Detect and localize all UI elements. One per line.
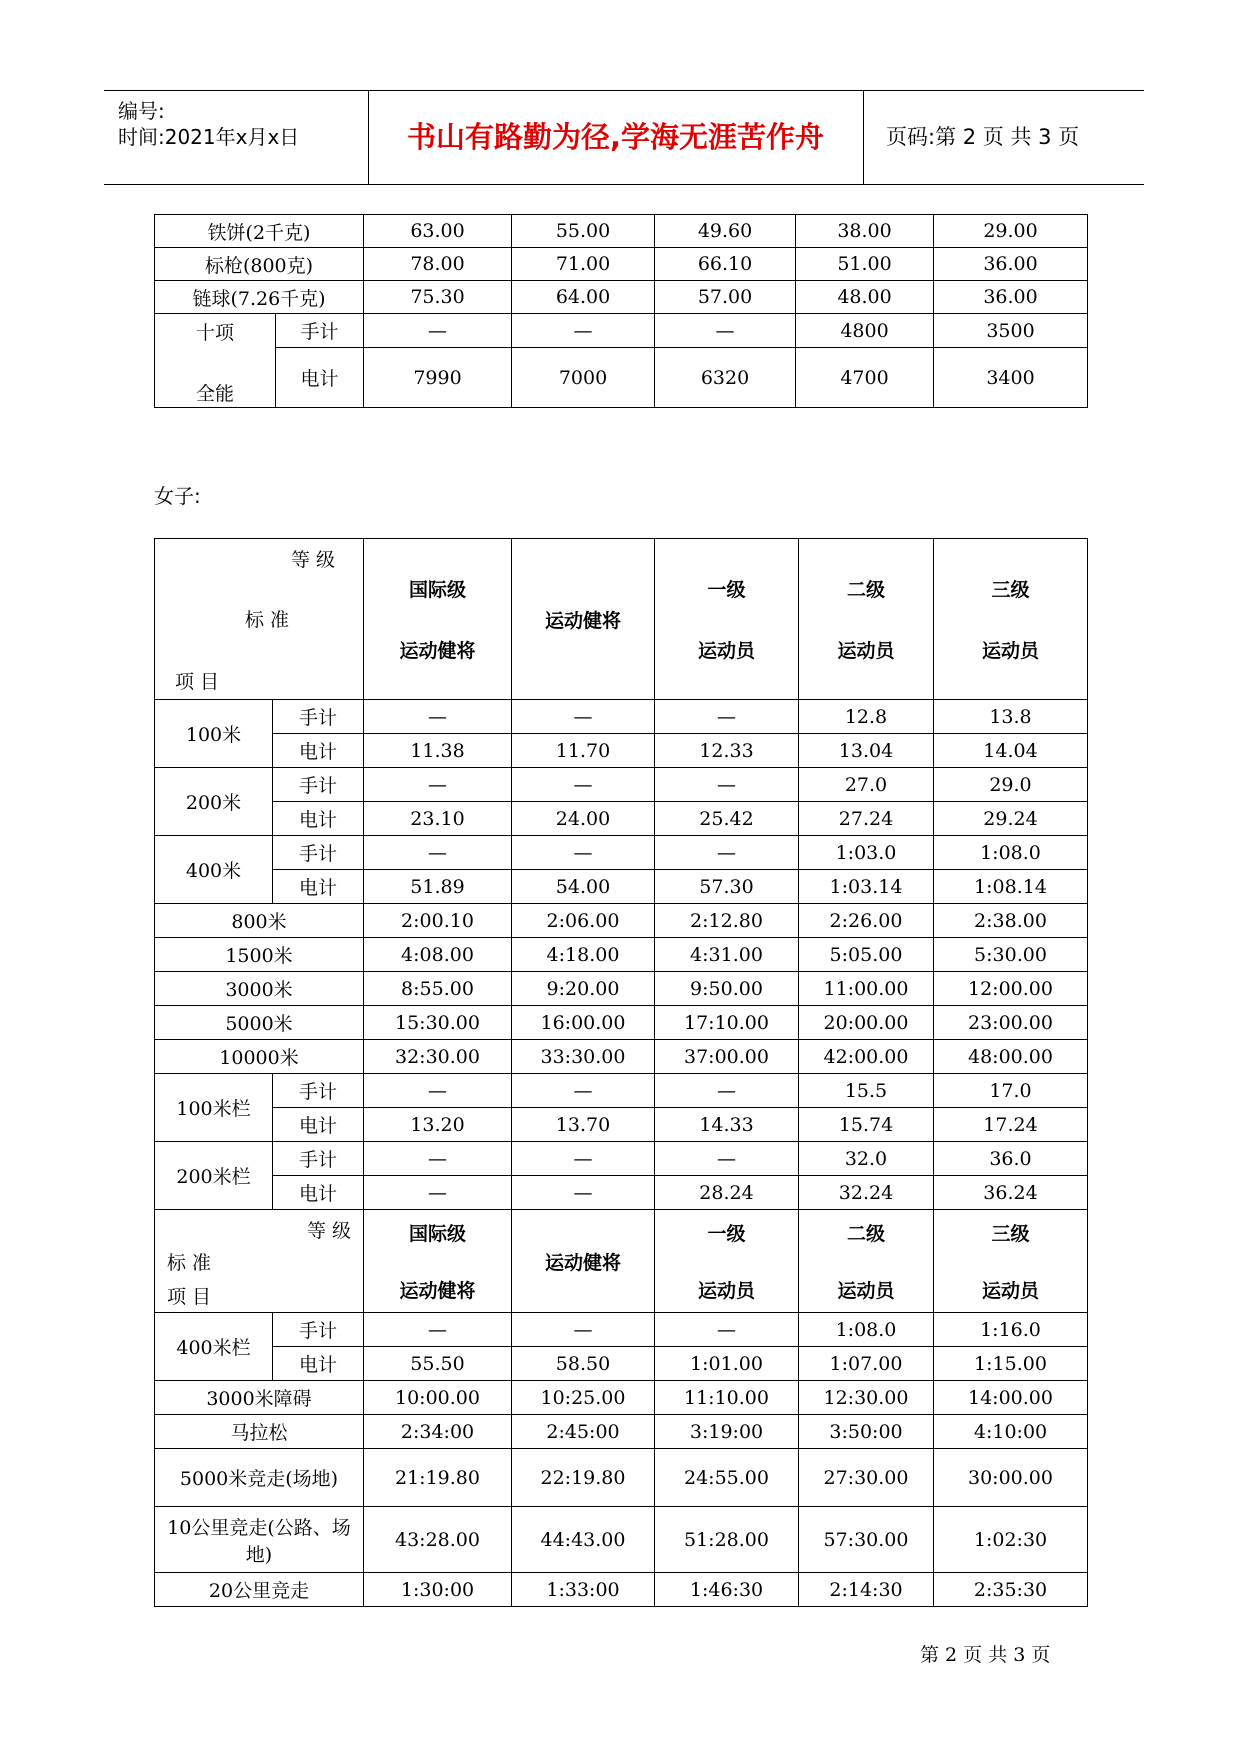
table-row bbox=[155, 972, 1088, 1006]
value-cell: 36.00 bbox=[934, 248, 1088, 281]
value-cell: — bbox=[655, 700, 799, 734]
value-cell: 1:46:30 bbox=[655, 1573, 799, 1607]
value-cell: 10:00.00 bbox=[364, 1381, 512, 1415]
value-cell: — bbox=[364, 1074, 512, 1108]
value-cell: 11:00.00 bbox=[799, 972, 934, 1006]
event-name bbox=[155, 314, 276, 408]
value-cell: 1:16.0 bbox=[934, 1313, 1088, 1347]
value-cell: — bbox=[364, 700, 512, 734]
event-name: 标枪(800克) bbox=[155, 248, 364, 281]
value-cell: 57.00 bbox=[655, 281, 796, 314]
grade-header-line: 三级 bbox=[991, 1223, 1030, 1245]
value-cell: 2:00.10 bbox=[364, 904, 512, 938]
value-cell: 43:28.00 bbox=[364, 1507, 512, 1573]
value-cell: — bbox=[364, 314, 512, 348]
grade-header-line: 运动员 bbox=[697, 640, 755, 662]
value-cell: 2:12.80 bbox=[655, 904, 799, 938]
value-cell: 5:30.00 bbox=[934, 938, 1088, 972]
table-row bbox=[155, 1006, 1088, 1040]
value-cell: 54.00 bbox=[512, 870, 655, 904]
value-cell: 32.0 bbox=[799, 1142, 934, 1176]
value-cell: 22:19.80 bbox=[512, 1449, 655, 1507]
value-cell: 36.24 bbox=[934, 1176, 1088, 1210]
value-cell: 1:30:00 bbox=[364, 1573, 512, 1607]
value-cell: 30:00.00 bbox=[934, 1449, 1088, 1507]
value-cell: — bbox=[512, 1074, 655, 1108]
grade-header-line: 运动员 bbox=[981, 1280, 1039, 1302]
time-label: 时间:2021年x月x日 bbox=[118, 125, 300, 149]
value-cell: 4:08.00 bbox=[364, 938, 512, 972]
grade-header-line: 一级 bbox=[707, 579, 746, 601]
value-cell: 16:00.00 bbox=[512, 1006, 655, 1040]
table-row bbox=[155, 1040, 1088, 1074]
page-indicator: 页码:第 2 页 共 3 页 bbox=[886, 125, 1080, 149]
value-cell: 2:26.00 bbox=[799, 904, 934, 938]
value-cell: 11.70 bbox=[512, 734, 655, 768]
grade-header-line: 运动健将 bbox=[399, 1280, 476, 1302]
value-cell: — bbox=[655, 836, 799, 870]
value-cell: 27:30.00 bbox=[799, 1449, 934, 1507]
value-cell: 3500 bbox=[934, 314, 1088, 348]
value-cell: 14.04 bbox=[934, 734, 1088, 768]
value-cell: 7000 bbox=[512, 348, 655, 408]
value-cell: 24:55.00 bbox=[655, 1449, 799, 1507]
value-cell: — bbox=[512, 836, 655, 870]
value-cell: 2:34:00 bbox=[364, 1415, 512, 1449]
timing-label: 电计 bbox=[273, 1176, 364, 1210]
value-cell: 28.24 bbox=[655, 1176, 799, 1210]
diagonal-header-cell bbox=[155, 1210, 364, 1313]
value-cell: 32:30.00 bbox=[364, 1040, 512, 1074]
table-row bbox=[155, 1573, 1088, 1607]
value-cell: 51:28.00 bbox=[655, 1507, 799, 1573]
value-cell: 4700 bbox=[796, 348, 934, 408]
value-cell: — bbox=[655, 1074, 799, 1108]
value-cell: — bbox=[364, 1142, 512, 1176]
value-cell: 15:30.00 bbox=[364, 1006, 512, 1040]
value-cell: 1:08.14 bbox=[934, 870, 1088, 904]
grade-header-line: 二级 bbox=[846, 579, 885, 601]
grade-header-line: 国际级 bbox=[408, 1223, 466, 1245]
grade-header-line: 运动健将 bbox=[544, 609, 621, 632]
value-cell: 14.33 bbox=[655, 1108, 799, 1142]
value-cell: — bbox=[364, 1176, 512, 1210]
value-cell: 17.24 bbox=[934, 1108, 1088, 1142]
event-name: 1500米 bbox=[155, 938, 364, 972]
value-cell: 2:38.00 bbox=[934, 904, 1088, 938]
table-row bbox=[155, 1381, 1088, 1415]
grade-column-header bbox=[364, 1210, 512, 1313]
grade-header-line: 运动健将 bbox=[544, 1251, 621, 1274]
event-name: 马拉松 bbox=[155, 1415, 364, 1449]
value-cell: 9:50.00 bbox=[655, 972, 799, 1006]
table-row bbox=[155, 348, 1088, 408]
timing-label: 手计 bbox=[273, 836, 364, 870]
value-cell: 23:00.00 bbox=[934, 1006, 1088, 1040]
value-cell: 9:20.00 bbox=[512, 972, 655, 1006]
grade-header-line: 二级 bbox=[846, 1223, 885, 1245]
value-cell: 36.0 bbox=[934, 1142, 1088, 1176]
value-cell: 1:03.14 bbox=[799, 870, 934, 904]
grade-header-line: 运动员 bbox=[837, 640, 895, 662]
value-cell: — bbox=[655, 768, 799, 802]
event-name: 3000米 bbox=[155, 972, 364, 1006]
timing-label: 电计 bbox=[276, 348, 364, 408]
grade-column-header bbox=[512, 539, 655, 700]
value-cell: 12:00.00 bbox=[934, 972, 1088, 1006]
value-cell: 29.24 bbox=[934, 802, 1088, 836]
value-cell: 2:06.00 bbox=[512, 904, 655, 938]
value-cell: 75.30 bbox=[364, 281, 512, 314]
event-name: 200米栏 bbox=[155, 1142, 273, 1210]
value-cell: 12.8 bbox=[799, 700, 934, 734]
grade-header-line: 运动员 bbox=[981, 640, 1039, 662]
value-cell: 1:03.0 bbox=[799, 836, 934, 870]
timing-label: 电计 bbox=[273, 734, 364, 768]
value-cell: 36.00 bbox=[934, 281, 1088, 314]
grade-header-line: 一级 bbox=[707, 1223, 746, 1245]
grade-column-header bbox=[799, 539, 934, 700]
value-cell: 49.60 bbox=[655, 215, 796, 248]
value-cell: — bbox=[655, 1313, 799, 1347]
value-cell: 2:14:30 bbox=[799, 1573, 934, 1607]
table-row bbox=[155, 215, 1088, 248]
value-cell: — bbox=[364, 1313, 512, 1347]
value-cell: — bbox=[512, 314, 655, 348]
value-cell: 37:00.00 bbox=[655, 1040, 799, 1074]
page-header bbox=[104, 90, 1144, 185]
grade-column-header bbox=[512, 1210, 655, 1313]
event-name: 铁饼(2千克) bbox=[155, 215, 364, 248]
header-grade: 等 级 bbox=[306, 1220, 351, 1242]
value-cell: 6320 bbox=[655, 348, 796, 408]
value-cell: 17:10.00 bbox=[655, 1006, 799, 1040]
table-row bbox=[155, 281, 1088, 314]
grade-header-row bbox=[155, 1210, 1088, 1313]
table-row bbox=[155, 1347, 1088, 1381]
value-cell: 3400 bbox=[934, 348, 1088, 408]
event-name: 10000米 bbox=[155, 1040, 364, 1074]
value-cell: 3:50:00 bbox=[799, 1415, 934, 1449]
grade-column-header bbox=[934, 1210, 1088, 1313]
table-row bbox=[155, 314, 1088, 348]
value-cell: 21:19.80 bbox=[364, 1449, 512, 1507]
value-cell: 29.00 bbox=[934, 215, 1088, 248]
value-cell: 14:00.00 bbox=[934, 1381, 1088, 1415]
value-cell: 8:55.00 bbox=[364, 972, 512, 1006]
header-meta bbox=[104, 91, 369, 184]
value-cell: 1:08.0 bbox=[799, 1313, 934, 1347]
value-cell: 66.10 bbox=[655, 248, 796, 281]
value-cell: 55.50 bbox=[364, 1347, 512, 1381]
event-name: 5000米竞走(场地) bbox=[155, 1449, 364, 1507]
value-cell: 13.8 bbox=[934, 700, 1088, 734]
grade-header-line: 国际级 bbox=[408, 579, 466, 601]
timing-label: 手计 bbox=[273, 1313, 364, 1347]
value-cell: 44:43.00 bbox=[512, 1507, 655, 1573]
diagonal-header-cell bbox=[155, 539, 364, 700]
event-name: 100米 bbox=[155, 700, 273, 768]
grade-column-header bbox=[655, 539, 799, 700]
timing-label: 手计 bbox=[273, 1074, 364, 1108]
header-grade: 等 级 bbox=[290, 549, 335, 571]
value-cell: — bbox=[364, 768, 512, 802]
value-cell: — bbox=[512, 1313, 655, 1347]
value-cell: 51.00 bbox=[796, 248, 934, 281]
grade-header-line: 运动健将 bbox=[399, 640, 476, 662]
value-cell: 63.00 bbox=[364, 215, 512, 248]
grade-header-line: 运动员 bbox=[837, 1280, 895, 1302]
event-name: 20公里竞走 bbox=[155, 1573, 364, 1607]
value-cell: 25.42 bbox=[655, 802, 799, 836]
value-cell: 29.0 bbox=[934, 768, 1088, 802]
table-row bbox=[155, 1108, 1088, 1142]
value-cell: 55.00 bbox=[512, 215, 655, 248]
event-name: 3000米障碍 bbox=[155, 1381, 364, 1415]
value-cell: 27.24 bbox=[799, 802, 934, 836]
value-cell: 48.00 bbox=[796, 281, 934, 314]
timing-label: 手计 bbox=[273, 1142, 364, 1176]
value-cell: 1:08.0 bbox=[934, 836, 1088, 870]
timing-label: 电计 bbox=[273, 870, 364, 904]
value-cell: 13.04 bbox=[799, 734, 934, 768]
value-cell: 42:00.00 bbox=[799, 1040, 934, 1074]
grade-column-header bbox=[655, 1210, 799, 1313]
timing-label: 手计 bbox=[273, 700, 364, 734]
value-cell: 57.30 bbox=[655, 870, 799, 904]
value-cell: 7990 bbox=[364, 348, 512, 408]
table-row bbox=[155, 904, 1088, 938]
table-row bbox=[155, 1313, 1088, 1347]
table-row bbox=[155, 248, 1088, 281]
timing-label: 手计 bbox=[276, 314, 364, 348]
value-cell: 13.70 bbox=[512, 1108, 655, 1142]
event-name: 400米 bbox=[155, 836, 273, 904]
value-cell: 27.0 bbox=[799, 768, 934, 802]
value-cell: 1:07.00 bbox=[799, 1347, 934, 1381]
value-cell: 4:31.00 bbox=[655, 938, 799, 972]
timing-label: 电计 bbox=[273, 1108, 364, 1142]
table-row bbox=[155, 1449, 1088, 1507]
grade-header-line: 运动员 bbox=[697, 1280, 755, 1302]
table-row bbox=[155, 1507, 1088, 1573]
header-event: 项 目 bbox=[167, 1286, 212, 1308]
header-standard: 标 准 bbox=[167, 1252, 212, 1274]
event-name: 400米栏 bbox=[155, 1313, 273, 1381]
table-row bbox=[155, 938, 1088, 972]
event-name: 链球(7.26千克) bbox=[155, 281, 364, 314]
value-cell: 58.50 bbox=[512, 1347, 655, 1381]
motto: 书山有路勤为径,学海无涯苦作舟 bbox=[368, 91, 864, 184]
event-name: 5000米 bbox=[155, 1006, 364, 1040]
table-row bbox=[155, 1074, 1088, 1108]
value-cell: 4:10:00 bbox=[934, 1415, 1088, 1449]
table-row bbox=[155, 734, 1088, 768]
value-cell: 17.0 bbox=[934, 1074, 1088, 1108]
table-row bbox=[155, 700, 1088, 734]
timing-label: 手计 bbox=[273, 768, 364, 802]
table-row bbox=[155, 768, 1088, 802]
header-standard: 标 准 bbox=[245, 609, 290, 631]
grade-header-row bbox=[155, 539, 1088, 700]
value-cell: — bbox=[512, 1142, 655, 1176]
value-cell: — bbox=[655, 1142, 799, 1176]
value-cell: 12:30.00 bbox=[799, 1381, 934, 1415]
value-cell: 13.20 bbox=[364, 1108, 512, 1142]
grade-header-line: 三级 bbox=[991, 579, 1030, 601]
value-cell: — bbox=[655, 314, 796, 348]
table-row bbox=[155, 802, 1088, 836]
value-cell: 2:45:00 bbox=[512, 1415, 655, 1449]
value-cell: 4:18.00 bbox=[512, 938, 655, 972]
value-cell: 51.89 bbox=[364, 870, 512, 904]
table-row bbox=[155, 1415, 1088, 1449]
number-label: 编号: bbox=[118, 99, 165, 123]
table-row bbox=[155, 870, 1088, 904]
value-cell: 10:25.00 bbox=[512, 1381, 655, 1415]
table-row bbox=[155, 1142, 1088, 1176]
event-name: 800米 bbox=[155, 904, 364, 938]
event-name: 10公里竞走(公路、场地) bbox=[155, 1507, 364, 1573]
value-cell: 11.38 bbox=[364, 734, 512, 768]
value-cell: 20:00.00 bbox=[799, 1006, 934, 1040]
value-cell: 1:02:30 bbox=[934, 1507, 1088, 1573]
value-cell: 15.74 bbox=[799, 1108, 934, 1142]
women-section-label: 女子: bbox=[154, 484, 201, 508]
value-cell: 1:01.00 bbox=[655, 1347, 799, 1381]
value-cell: — bbox=[512, 700, 655, 734]
value-cell: 48:00.00 bbox=[934, 1040, 1088, 1074]
event-name-top: 十项 bbox=[195, 322, 234, 344]
table-row bbox=[155, 1176, 1088, 1210]
value-cell: 71.00 bbox=[512, 248, 655, 281]
value-cell: 12.33 bbox=[655, 734, 799, 768]
value-cell: 1:33:00 bbox=[512, 1573, 655, 1607]
timing-label: 电计 bbox=[273, 1347, 364, 1381]
value-cell: 23.10 bbox=[364, 802, 512, 836]
value-cell: 38.00 bbox=[796, 215, 934, 248]
value-cell: 3:19:00 bbox=[655, 1415, 799, 1449]
event-name: 100米栏 bbox=[155, 1074, 273, 1142]
value-cell: 33:30.00 bbox=[512, 1040, 655, 1074]
value-cell: 64.00 bbox=[512, 281, 655, 314]
women-standards-table bbox=[154, 538, 1088, 1607]
value-cell: — bbox=[364, 836, 512, 870]
value-cell: 2:35:30 bbox=[934, 1573, 1088, 1607]
timing-label: 电计 bbox=[273, 802, 364, 836]
men-standards-table bbox=[154, 214, 1088, 408]
value-cell: — bbox=[512, 768, 655, 802]
value-cell: 5:05.00 bbox=[799, 938, 934, 972]
header-event: 项 目 bbox=[175, 671, 220, 693]
value-cell: 57:30.00 bbox=[799, 1507, 934, 1573]
value-cell: 78.00 bbox=[364, 248, 512, 281]
value-cell: 1:15.00 bbox=[934, 1347, 1088, 1381]
table-row bbox=[155, 836, 1088, 870]
grade-column-header bbox=[934, 539, 1088, 700]
grade-column-header bbox=[799, 1210, 934, 1313]
grade-column-header bbox=[364, 539, 512, 700]
event-name-bottom: 全能 bbox=[195, 383, 234, 405]
value-cell: 4800 bbox=[796, 314, 934, 348]
value-cell: 11:10.00 bbox=[655, 1381, 799, 1415]
value-cell: 15.5 bbox=[799, 1074, 934, 1108]
value-cell: 32.24 bbox=[799, 1176, 934, 1210]
page-footer: 第 2 页 共 3 页 bbox=[920, 1644, 1051, 1666]
value-cell: 24.00 bbox=[512, 802, 655, 836]
event-name: 200米 bbox=[155, 768, 273, 836]
value-cell: — bbox=[512, 1176, 655, 1210]
